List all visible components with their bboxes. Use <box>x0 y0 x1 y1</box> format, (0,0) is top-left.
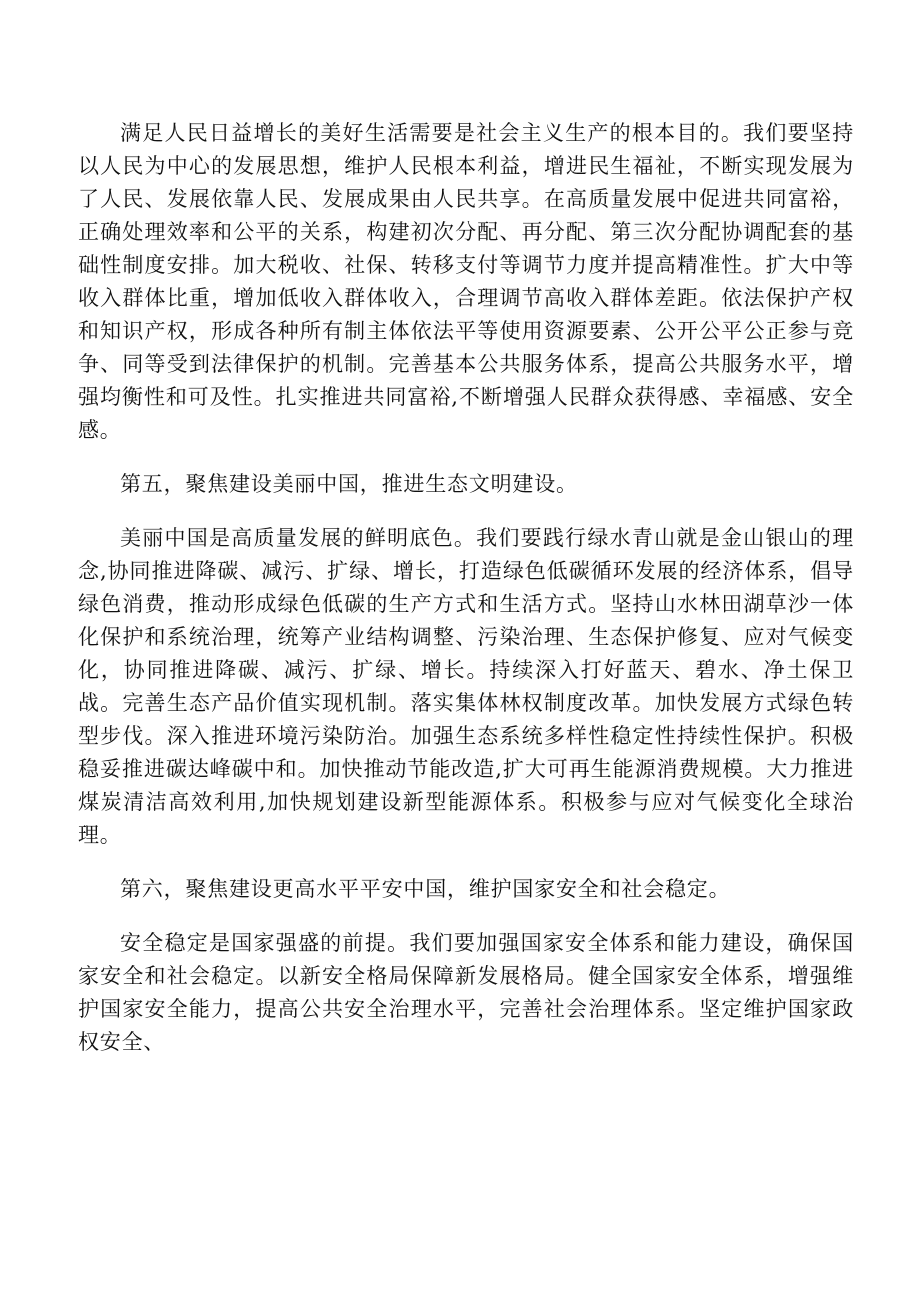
paragraph-common-prosperity: 满足人民日益增长的美好生活需要是社会主义生产的根本目的。我们要坚持以人民为中心的发展思想，维护人民根本利益，增进民生福祉，不断实现发展为了人民、发展依靠人民、发展成果由人民共享。在高质量发展中促进共同富裕，正确处理效率和公平的关系，构建初次分配、再分配、第三次分配协调配套的基础性制度安排。加大税收、社保、转移支付等调节力度并提高精准性。扩大中等收入群体比重，增加低收入群体收入，合理调节高收入群体差距。依法保护产权和知识产权，形成各种所有制主体依法平等使用资源要素、公开公平公正参与竞争、同等受到法律保护的机制。完善基本公共服务体系，提高公共服务水平，增强均衡性和可及性。扎实推进共同富裕,不断增强人民群众获得感、幸福感、安全感。 <box>78 121 854 442</box>
paragraph-beautiful-china: 美丽中国是高质量发展的鲜明底色。我们要践行绿水青山就是金山银山的理念,协同推进降碳、减污、扩绿、增长，打造绿色低碳循环发展的经济体系，倡导绿色消费，推动形成绿色低碳的生产方式和生活方式。坚持山水林田湖草沙一体化保护和系统治理，统筹产业结构调整、污染治理、生态保护修复、应对气候变化，协同推进降碳、减污、扩绿、增长。持续深入打好蓝天、碧水、净土保卫战。完善生态产品价值实现机制。落实集体林权制度改革。加快发展方式绿色转型步伐。深入推进环境污染防治。加强生态系统多样性稳定性持续性保护。积极稳妥推进碳达峰碳中和。加快推动节能改造,扩大可再生能源消费规模。大力推进煤炭清洁高效利用,加快规划建设新型能源体系。积极参与应对气候变化全球治理。 <box>78 526 854 847</box>
paragraph-national-security: 安全稳定是国家强盛的前提。我们要加强国家安全体系和能力建设，确保国家安全和社会稳定。以新安全格局保障新发展格局。健全国家安全体系，增强维护国家安全能力，提高公共安全治理水平，完善社会治理体系。坚定维护国家政权安全、 <box>78 931 854 1054</box>
section-heading-fifth: 第五，聚焦建设美丽中国，推进生态文明建设。 <box>120 472 578 496</box>
section-heading-sixth: 第六，聚焦建设更高水平平安中国，维护国家安全和社会稳定。 <box>120 877 731 901</box>
document-body <box>78 117 854 1059</box>
